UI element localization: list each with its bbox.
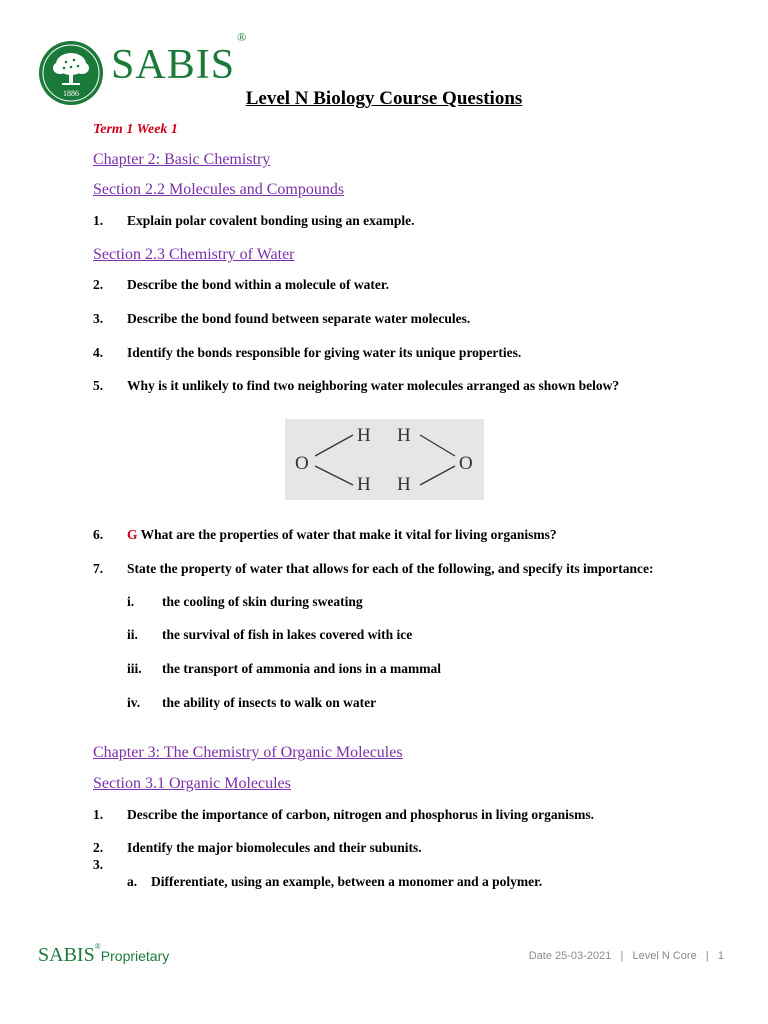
question-2-3-2 bbox=[93, 276, 675, 293]
question-3-1-2 bbox=[93, 839, 675, 856]
sub-item-text: the cooling of skin during sweating bbox=[162, 594, 363, 609]
question-2-3-7 bbox=[93, 560, 675, 577]
question-3-1-1 bbox=[93, 806, 675, 823]
sub-item-text: the survival of fish in lakes covered with ice bbox=[162, 627, 413, 642]
sub-item-number: i. bbox=[127, 594, 135, 609]
g-marker: G bbox=[127, 527, 138, 542]
question-text: Describe the bond within a molecule of water. bbox=[127, 277, 389, 292]
question-2-3-4 bbox=[93, 344, 675, 361]
oxygen-left-label: O bbox=[295, 453, 309, 474]
sub-item-iii bbox=[127, 660, 441, 677]
sabis-logo bbox=[111, 30, 248, 88]
question-text: Why is it unlikely to find two neighboring water molecules arranged as shown below? bbox=[127, 378, 620, 393]
footer-proprietary: Proprietary bbox=[100, 948, 170, 964]
question-number: 2. bbox=[93, 840, 104, 855]
water-molecules-diagram bbox=[285, 419, 484, 500]
sub-item-text: Differentiate, using an example, between a monomer and a polymer. bbox=[151, 874, 543, 889]
sub-item-text: the transport of ammonia and ions in a mammal bbox=[162, 661, 442, 676]
sub-item-number: a. bbox=[127, 874, 138, 889]
registered-mark: ® bbox=[237, 30, 248, 44]
page-title: Level N Biology Course Questions bbox=[245, 88, 523, 109]
hydrogen-bottom-left-label: H bbox=[357, 474, 371, 495]
footer-logo-text: SABIS bbox=[38, 944, 95, 966]
section-3-1-heading: Section 3.1 Organic Molecules bbox=[93, 775, 291, 792]
sub-item-number: iv. bbox=[127, 695, 141, 710]
question-text: Describe the bond found between separate water molecules. bbox=[127, 311, 471, 326]
sub-item-number: ii. bbox=[127, 627, 138, 642]
question-number: 3. bbox=[93, 311, 104, 326]
question-number: 7. bbox=[93, 561, 104, 576]
question-number: 1. bbox=[93, 807, 104, 822]
question-text: State the property of water that allows for each of the following, and specify its importance: bbox=[127, 561, 654, 576]
question-number: 3. bbox=[93, 857, 104, 872]
logo-text: SABIS bbox=[111, 42, 236, 88]
question-text: Explain polar covalent bonding using an example. bbox=[127, 213, 415, 228]
question-text: Describe the importance of carbon, nitrogen and phosphorus in living organisms. bbox=[127, 807, 595, 822]
footer-logo bbox=[38, 944, 169, 967]
sub-item-iv bbox=[127, 694, 376, 711]
section-2-2-heading: Section 2.2 Molecules and Compounds bbox=[93, 181, 345, 198]
sub-item-i bbox=[127, 593, 363, 610]
term-label: Term 1 Week 1 bbox=[93, 122, 178, 137]
hydrogen-bottom-right-label: H bbox=[397, 474, 411, 495]
question-number: 5. bbox=[93, 378, 104, 393]
question-2-3-5 bbox=[93, 377, 675, 394]
footer-registered-mark: ® bbox=[94, 942, 101, 952]
chapter-3-heading: Chapter 3: The Chemistry of Organic Molecules bbox=[93, 744, 403, 761]
seal-year: 1886 bbox=[63, 89, 79, 98]
sub-item-number: iii. bbox=[127, 661, 142, 676]
sub-item-a bbox=[127, 873, 542, 890]
question-text: Identify the major biomolecules and their subunits. bbox=[127, 840, 422, 855]
question-number: 4. bbox=[93, 345, 104, 360]
chapter-2-heading: Chapter 2: Basic Chemistry bbox=[93, 151, 271, 168]
sub-item-text: the ability of insects to walk on water bbox=[162, 695, 377, 710]
question-text: What are the properties of water that make it vital for living organisms? bbox=[140, 527, 557, 542]
question-2-3-3 bbox=[93, 310, 675, 327]
footer-info: Date 25-03-2021 | Level N Core | 1 bbox=[528, 950, 724, 962]
question-number: 2. bbox=[93, 277, 104, 292]
section-2-3-heading: Section 2.3 Chemistry of Water bbox=[93, 246, 295, 263]
question-number: 6. bbox=[93, 527, 104, 542]
question-2-2-1 bbox=[93, 212, 675, 229]
sub-item-ii bbox=[127, 626, 412, 643]
question-number: 1. bbox=[93, 213, 104, 228]
hydrogen-top-right-label: H bbox=[397, 425, 411, 446]
hydrogen-top-left-label: H bbox=[357, 425, 371, 446]
question-2-3-6 bbox=[93, 526, 675, 543]
question-text: Identify the bonds responsible for giving water its unique properties. bbox=[127, 345, 522, 360]
oxygen-right-label: O bbox=[459, 453, 473, 474]
